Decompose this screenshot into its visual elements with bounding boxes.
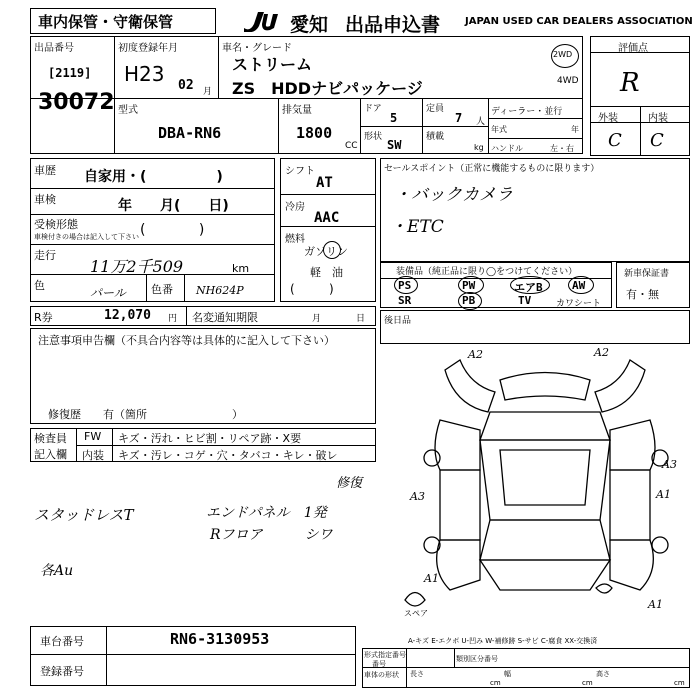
damage-mark-right-rear: A1 [656,488,671,501]
equip-ps-circle [394,276,418,294]
fuel-label: 燃料 [285,234,305,245]
damage-mark-rear-left: A1 [424,572,439,585]
deadline-month-unit: 月 [312,314,322,324]
cooling-value: AAC [314,210,340,226]
interior-check-label: 内装 [82,449,104,462]
drive-4wd: 4WD [557,76,579,86]
form-label: 受検形態 [34,218,78,231]
form-title: 出品申込書 [345,14,441,36]
interior-check-items: キズ・汚レ・コゲ・穴・タバコ・キレ・破レ [118,449,338,462]
equip-airbag: エアB [514,281,543,294]
doors-value: 5 [390,111,398,125]
equip-aw-circle [568,276,594,294]
repair-history-close: ） [232,408,243,421]
rear-items-label: 後日品 [384,316,412,326]
warranty-value: 有・無 [626,288,659,301]
exterior-grade: C [608,130,622,151]
listing-number-label: 出品番号 [34,43,74,54]
model-designation-label: 形式指定番号 [364,651,406,659]
storage-label: 車内保管・守衛保管 [38,13,174,31]
mileage-value: 11万2千509 [90,257,184,276]
width-unit: cm [582,679,593,687]
association-name: JAPAN USED CAR DEALERS ASSOCIATION [465,16,693,27]
fuel-gas: ガソリン [304,245,348,258]
inspection-value: 年 月( 日) [118,198,229,214]
length-label: 長さ [410,670,424,678]
exterior-label: 外装 [598,113,618,124]
inspector-label-2: 記入欄 [34,448,67,461]
fw-label: FW [84,430,102,443]
fuel-gas-circle [323,241,341,259]
model-year-label: 年式 [491,125,507,134]
capacity-label: 定員 [426,104,445,114]
model-designation-sub: 番号 [372,660,386,668]
displacement-label: 排気量 [282,105,312,116]
damage-mark-front-left: A2 [468,348,483,361]
damage-mark-front-right: A2 [594,346,609,359]
color-number-label: 色番 [151,283,173,296]
width-label: 幅 [504,670,511,678]
repair-history-label: 修復歴 有（箇所 [48,408,147,421]
brand-name: 愛知 [290,14,329,36]
remark-each-au: 各Au [40,563,74,579]
ju-logo-icon [240,8,286,32]
fuel-paren: ( ) [290,282,334,296]
interior-label: 内装 [648,113,668,124]
capacity-value: 7 [455,111,463,125]
first-reg-month-unit: 月 [203,87,213,97]
dealer-label: ディーラー・並行 [491,107,563,117]
ju-logo [240,8,286,32]
notes-label: 注意事項申告欄（不具合内容等は具体的に記入して下さい） [38,334,335,347]
load-unit: kg [474,143,484,152]
load-label: 積載 [426,132,445,142]
equip-airbag-circle [510,276,550,294]
remark-studless: スタッドレスT [34,506,134,524]
first-reg-label: 初度登録年月 [118,43,178,54]
handle-options: 左・右 [550,144,574,153]
inspection-label: 車検 [34,193,56,206]
damage-mark-left-side: A3 [410,490,425,503]
grade-score: R [620,68,640,98]
inspector-label-1: 検査員 [34,432,67,445]
cc-unit: CC [345,141,358,151]
color-value: パール [90,286,126,300]
remark-repair: 修復 [336,476,363,491]
model-label: 車名・グレード [222,43,292,54]
recycle-unit: 円 [168,314,178,324]
chassis-label: 車台番号 [40,635,84,648]
shift-value: AT [316,175,333,191]
handle-label: ハンドル [491,144,523,153]
equip-pb: PB [462,294,476,307]
equipment-label: 装備品（純正品に限り◯をつけてください） [396,267,578,277]
class-number-label: 類別区分番号 [456,655,498,663]
sales-point-2: ・ETC [390,217,444,237]
equip-sr: SR [398,294,412,307]
rear-items-box [380,310,690,344]
recycle-amount: 12,070 [104,308,151,323]
first-reg-month: 02 [178,78,194,93]
fw-items: キズ・汚れ・ヒビ割・リペア跡・X要 [118,432,302,445]
damage-legend: A-キズ E-エクボ U-凹み W-補修跡 S-サビ C-腐食 XX-交換済 [408,637,598,645]
deadline-day-unit: 日 [356,314,366,324]
remark-end-panel: エンドパネル 1発 [206,505,327,521]
sales-point-1: ・バックカメラ [394,185,513,205]
spare-label: スペア [404,609,428,618]
equip-pb-circle [458,292,482,310]
shift-label: シフト [285,166,315,177]
color-label: 色 [34,279,45,292]
damage-mark-right-side: A3 [662,458,677,471]
damage-mark-rear-right: A1 [648,598,663,611]
mileage-label: 走行 [34,249,56,262]
warranty-label: 新車保証書 [624,269,670,279]
dimension-table [362,648,690,688]
height-unit: cm [674,679,685,687]
shape-label: 形状 [364,132,383,142]
chassis-value: RN6-3130953 [170,630,270,648]
equip-seat: カワシート [556,299,602,309]
body-shape-label: 車体の形状 [364,671,399,679]
first-reg-year: H23 [124,62,165,86]
length-unit: cm [490,679,501,687]
equip-pw: PW [462,279,476,292]
recycle-label: R券 [34,311,53,324]
displacement-value: 1800 [296,124,333,142]
listing-number: 30072 [38,90,115,115]
type-value: DBA-RN6 [158,124,222,142]
lane-number: [2119] [48,66,92,80]
grade-name: ZS HDDナビパッケージ [232,79,423,98]
height-label: 高さ [596,670,610,678]
equip-ps: PS [398,279,412,292]
capacity-unit: 人 [476,117,486,127]
deadline-label: 名変通知期限 [192,311,258,324]
drive-2wd: 2WD [553,50,573,59]
form-note: 車検付きの場合は記入して下さい [34,233,139,241]
cooling-label: 冷房 [285,202,305,213]
usage-value: 自家用・( ) [84,169,223,185]
color-number-value: NH624P [196,284,244,297]
sales-points-label: セールスポイント（正常に機能するものに限ります） [384,164,600,174]
registration-label: 登録番号 [40,665,84,678]
shape-value: SW [387,138,402,152]
usage-label: 車歴 [34,164,56,177]
interior-grade: C [650,130,664,151]
equip-aw: AW [572,279,586,292]
model-name: ストリーム [232,55,313,74]
type-label: 型式 [118,105,138,116]
fuel-diesel: 軽 油 [310,266,343,279]
grade-label: 評価点 [618,43,648,54]
equip-tv: TV [518,294,532,307]
doors-label: ドア [364,104,382,114]
form-paren: ( ) [140,222,205,238]
remark-rear-floor: Rフロア シワ [210,527,333,543]
model-year-unit: 年 [571,125,579,134]
mileage-unit: km [232,262,250,275]
